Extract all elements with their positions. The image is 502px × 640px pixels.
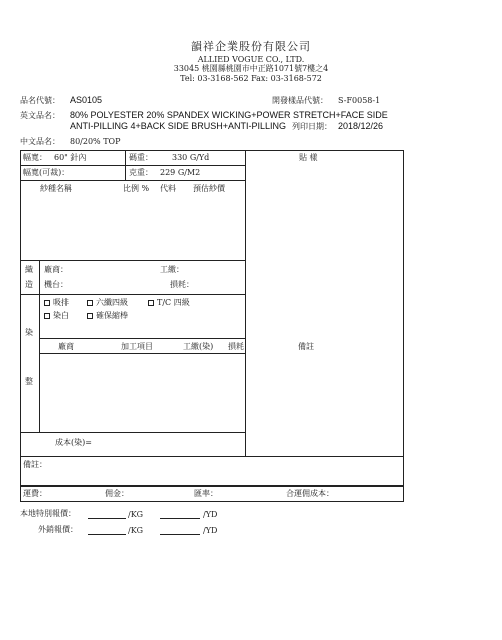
cn-name: 80/20% TOP xyxy=(70,137,121,146)
exchange-label: 匯率： xyxy=(194,489,218,498)
export-kg-field[interactable] xyxy=(88,534,126,535)
print-date: 2018/12/26 xyxy=(338,121,384,131)
row-line xyxy=(39,353,245,354)
yarn-header-substitute: 代料 xyxy=(160,184,176,193)
export-kg-unit: /KG xyxy=(128,526,144,535)
weave-side-divider xyxy=(39,260,40,294)
checkbox-wicking[interactable] xyxy=(44,300,50,306)
domestic-price-label: 本地特別報價： xyxy=(20,509,76,518)
domestic-kg-unit: /KG xyxy=(128,510,144,519)
product-code: AS0105 xyxy=(70,95,103,105)
spec-table xyxy=(20,150,404,486)
usable-width-label: 幅寬(可裁)： xyxy=(23,168,70,177)
print-date-label: 列印日期： xyxy=(292,122,332,131)
row-line xyxy=(20,260,245,261)
company-phone-fax: Tel: 03-3168-562 Fax: 03-3168-572 xyxy=(180,74,322,83)
option-shrink: 確保縮棒 xyxy=(96,311,128,320)
checkbox-tc-grade4[interactable] xyxy=(148,300,154,306)
process-header-vendor: 廠商 xyxy=(58,342,74,351)
total-cost-label: 合運佣成本： xyxy=(286,489,334,498)
process-header-item: 加工項目 xyxy=(121,342,153,351)
product-code-label: 品名代號： xyxy=(20,96,60,105)
gsm-label: 克重： xyxy=(129,168,153,177)
checkbox-shrink[interactable] xyxy=(87,313,93,319)
width-value: 60" 針內 xyxy=(54,153,87,162)
option-six-fiber: 六纖四級 xyxy=(96,298,128,307)
weave-side-2: 造 xyxy=(25,280,33,289)
option-wicking: 吸排 xyxy=(53,298,69,307)
process-header-remark: 備註 xyxy=(298,342,314,351)
cost-label: 成本(染)= xyxy=(55,438,92,447)
export-yd-unit: /YD xyxy=(203,526,218,535)
domestic-yd-field[interactable] xyxy=(160,518,200,519)
dev-code: S-F0058-1 xyxy=(338,96,381,105)
row-line xyxy=(20,294,245,295)
company-name-en: ALLIED VOGUE CO., LTD. xyxy=(197,55,305,64)
en-name-line2: ANTI-PILLING 4+BACK SIDE BRUSH+ANTI-PILLING xyxy=(70,121,287,131)
weight-label: 碼重： xyxy=(129,153,153,162)
checkbox-six-fiber[interactable] xyxy=(87,300,93,306)
cn-name-label: 中文品名： xyxy=(20,137,60,146)
freight-label: 運費： xyxy=(23,489,47,498)
row-line xyxy=(20,456,404,457)
gsm-value: 229 G/M2 xyxy=(160,168,201,177)
remark-label: 備註： xyxy=(23,460,47,469)
en-name-label: 英文品名： xyxy=(20,111,60,120)
domestic-yd-unit: /YD xyxy=(203,510,218,519)
commission-label: 佣金： xyxy=(105,489,129,498)
dye-side-1: 染 xyxy=(25,328,33,337)
company-address: 33045 桃園縣桃園市中正路1071號7樓之4 xyxy=(173,64,329,73)
machine-label: 機台： xyxy=(44,280,68,289)
company-name-cn: 韻祥企業股份有限公司 xyxy=(191,40,311,53)
row-line xyxy=(39,338,245,339)
sample-divider xyxy=(245,150,246,456)
domestic-kg-field[interactable] xyxy=(88,518,126,519)
row-line xyxy=(20,432,245,433)
width-label: 幅寬： xyxy=(23,153,47,162)
dye-side-divider xyxy=(39,294,40,432)
mill-label: 廠商： xyxy=(44,265,68,274)
row-line xyxy=(20,165,245,166)
export-price-label: 外銷報價： xyxy=(38,525,78,534)
loss-label: 損耗： xyxy=(170,280,194,289)
weave-side-1: 織 xyxy=(25,265,33,274)
yarn-header-ratio: 比例 % xyxy=(123,184,150,193)
row-line xyxy=(20,180,245,181)
en-name-line1: 80% POLYESTER 20% SPANDEX WICKING+POWER STRETCH+FACE SIDE xyxy=(70,110,388,120)
labor-label: 工繳： xyxy=(160,265,184,274)
yarn-header-price: 預估紗價 xyxy=(193,184,225,193)
process-header-loss: 損耗 xyxy=(228,342,244,351)
dev-code-label: 開發樣品代號： xyxy=(272,96,328,105)
dye-side-2: 整 xyxy=(25,377,33,386)
export-yd-field[interactable] xyxy=(160,534,200,535)
option-tc-grade4: T/C 四級 xyxy=(157,298,190,307)
weight-value: 330 G/Yd xyxy=(172,153,210,162)
sample-label: 貼 樣 xyxy=(299,153,318,162)
yarn-header-name: 紗種名稱 xyxy=(40,184,72,193)
option-dye-white: 染白 xyxy=(53,311,69,320)
checkbox-dye-white[interactable] xyxy=(44,313,50,319)
process-header-labor: 工繳(染) xyxy=(183,342,214,351)
